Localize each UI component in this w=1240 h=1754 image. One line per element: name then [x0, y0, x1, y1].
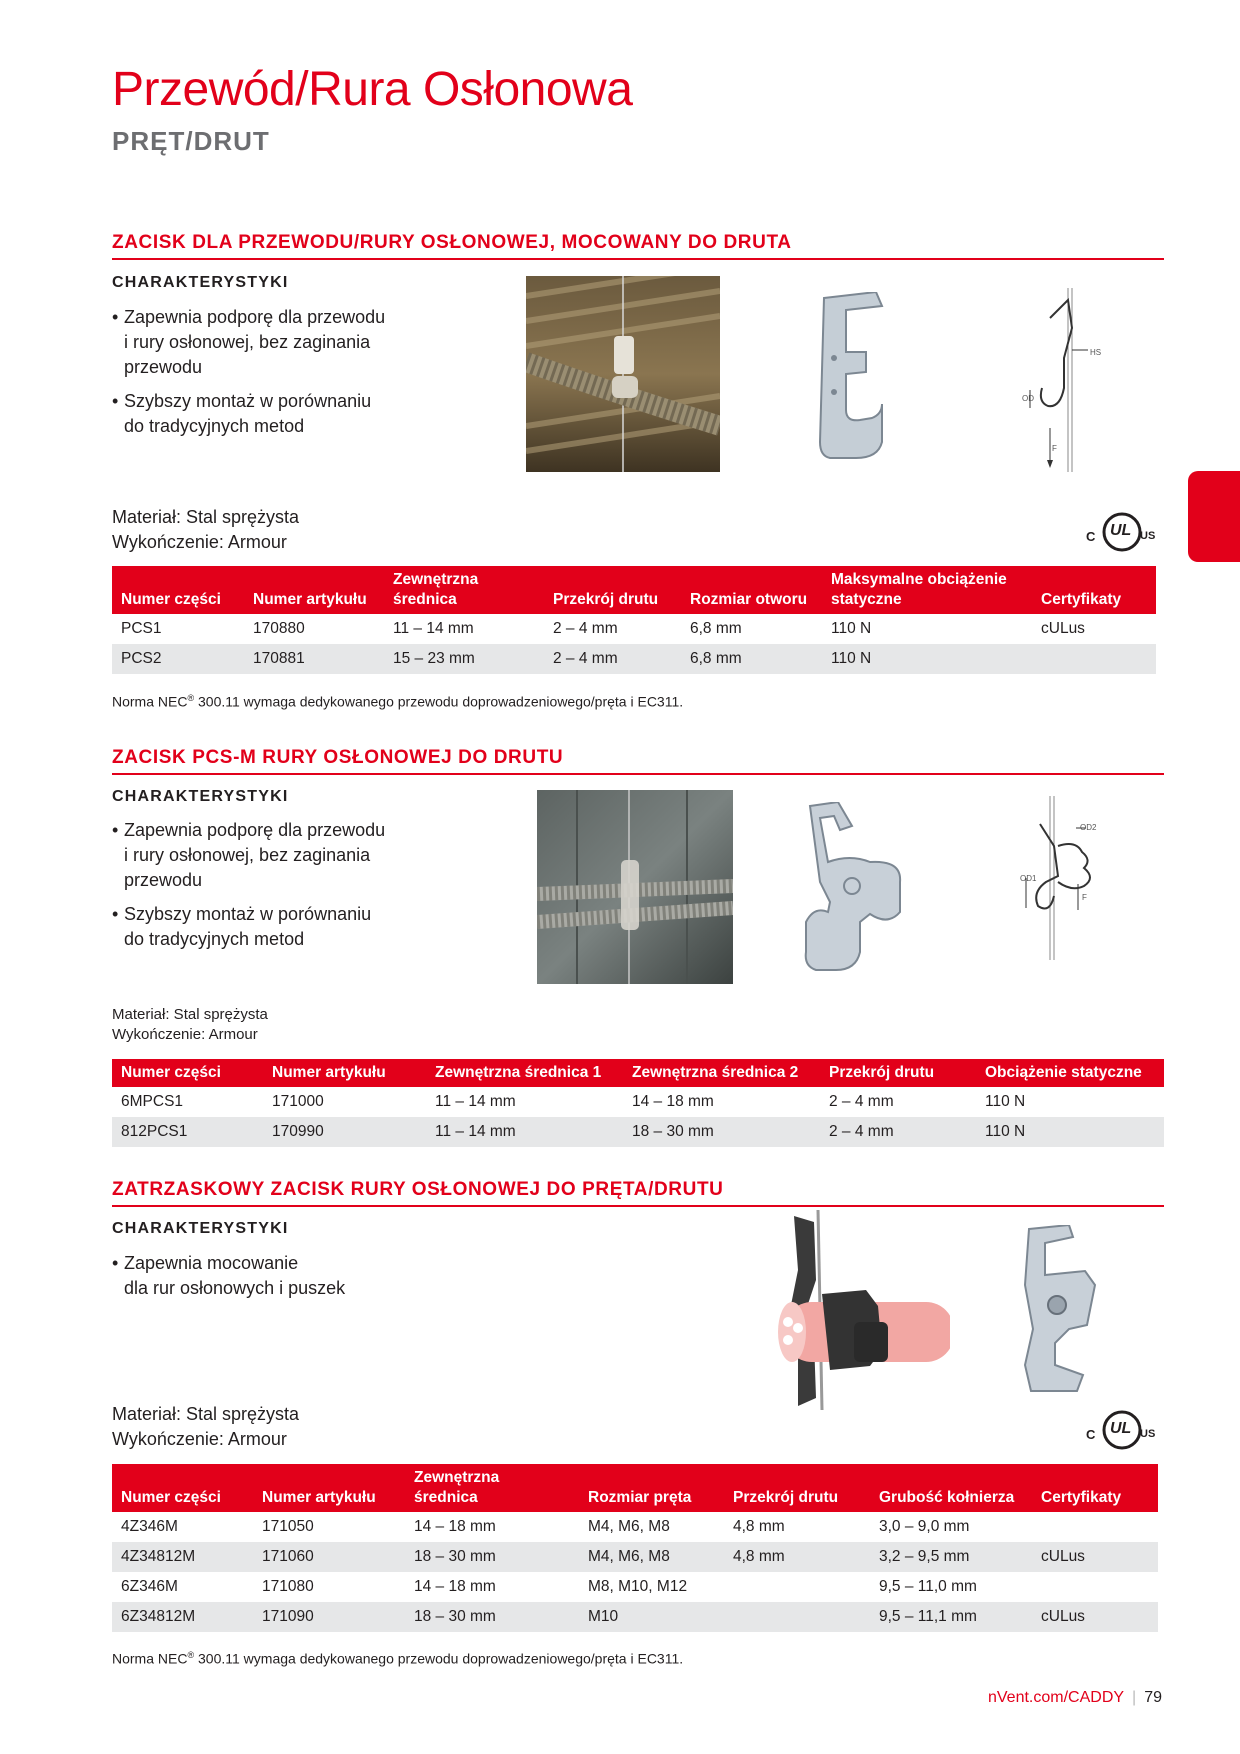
note-text: 300.11 wymaga dedykowanego przewodu doprowadzeniowego/pręta i EC311.	[194, 693, 684, 710]
feature-line: • Szybszy montaż w porównaniu	[124, 904, 372, 924]
feature-line: • Zapewnia podporę dla przewodu	[124, 820, 386, 840]
feature-line: przewodu	[124, 870, 203, 890]
column-header-line: Numer części	[121, 591, 221, 608]
column-header-line: Zewnętrzna średnica 1	[435, 1064, 602, 1081]
finish-text: Wykończenie: Armour	[112, 1026, 258, 1043]
diagram-label-od2: OD2	[1080, 823, 1097, 832]
column-header	[976, 1059, 1164, 1087]
product-render-snap-clip	[770, 1210, 950, 1410]
column-header	[544, 566, 681, 614]
column-header	[244, 566, 384, 614]
column-header-line: Numer artykułu	[253, 591, 367, 608]
feature-line: i rury osłonowej, bez zaginania	[124, 332, 371, 352]
diagram-label-od: OD	[1022, 394, 1034, 403]
feature-list-1	[112, 305, 385, 448]
column-header-line: Obciążenie statyczne	[985, 1064, 1142, 1081]
feature-item	[112, 818, 385, 893]
table-cell: 9,5 – 11,0 mm	[879, 1578, 977, 1595]
table-cell: 171000	[272, 1093, 324, 1110]
table-cell	[1032, 644, 1156, 674]
column-header	[820, 1059, 976, 1087]
table-cell: 170881	[244, 644, 384, 674]
diagram-label-f: F	[1082, 893, 1087, 902]
column-header	[253, 1464, 405, 1512]
material-info-2	[112, 1005, 268, 1045]
column-header-line: średnica	[393, 591, 457, 608]
product-photo-pcs-installed	[526, 276, 720, 472]
footer-separator: |	[1132, 1689, 1137, 1706]
table-cell	[724, 1602, 870, 1632]
column-header	[1032, 566, 1156, 614]
column-header-line: Maksymalne obciążenie	[831, 571, 1007, 588]
table-cell: 171080	[262, 1578, 314, 1595]
finish-text: Wykończenie: Armour	[112, 532, 287, 552]
table-cell: 171060	[253, 1542, 405, 1572]
feature-line: • Zapewnia podporę dla przewodu	[124, 307, 386, 327]
ul-text: UL	[1110, 1420, 1132, 1437]
ul-text: UL	[1110, 522, 1132, 539]
column-header	[822, 566, 1032, 614]
diagram-label-f: F	[1052, 444, 1057, 453]
table-cell: 171050	[262, 1518, 314, 1535]
spec-table-1	[112, 566, 1156, 674]
column-header	[1032, 1464, 1158, 1512]
page-title: Przewód/Rura Osłonowa	[112, 63, 633, 116]
table-cell: 11 – 14 mm	[435, 1093, 516, 1110]
spec-table-2	[112, 1059, 1164, 1147]
table-cell: 110 N	[822, 644, 1032, 674]
nec-note-1	[112, 693, 683, 710]
column-header-line: Rozmiar pręta	[588, 1489, 692, 1506]
table-cell: 18 – 30 mm	[405, 1602, 579, 1632]
table-row	[112, 1602, 1158, 1632]
feature-item	[112, 1251, 345, 1301]
product-photo-pcsm-installed	[537, 790, 733, 984]
product-image-pcs-clip	[816, 292, 892, 462]
table-cell: M4, M6, M8	[588, 1518, 670, 1535]
chapter-side-tab	[1188, 471, 1240, 562]
column-header	[263, 1059, 426, 1087]
table-row	[112, 1512, 1158, 1542]
feature-item	[112, 389, 385, 439]
table-cell: M8, M10, M12	[588, 1578, 688, 1595]
table-row	[112, 1117, 1164, 1147]
note-text: Norma NEC	[112, 693, 188, 710]
material-info-1	[112, 505, 299, 555]
table-cell: 11 – 14 mm	[393, 620, 474, 637]
page-number: 79	[1144, 1689, 1162, 1706]
material-text: Materiał: Stal sprężysta	[112, 1404, 300, 1424]
feature-line: dla rur osłonowych i puszek	[124, 1278, 346, 1298]
table-cell: 14 – 18 mm	[632, 1093, 714, 1110]
column-header	[724, 1464, 870, 1512]
column-header-line: Zewnętrzna	[414, 1469, 500, 1486]
table-cell: 171090	[253, 1602, 405, 1632]
column-header	[384, 566, 544, 614]
characteristics-heading-1: CHARAKTERYSTYKI	[112, 274, 289, 291]
table-cell: cULus	[1032, 1542, 1158, 1572]
dimension-diagram-pcs	[1020, 288, 1130, 472]
column-header-line: Zewnętrzna	[393, 571, 479, 588]
table-cell: 3,0 – 9,0 mm	[879, 1518, 970, 1535]
table-cell: 11 – 14 mm	[426, 1117, 623, 1147]
table-cell: 18 – 30 mm	[623, 1117, 820, 1147]
table-cell	[1032, 1572, 1158, 1602]
table-cell: 2 – 4 mm	[829, 1093, 894, 1110]
feature-line: i rury osłonowej, bez zaginania	[124, 845, 371, 865]
column-header	[870, 1464, 1032, 1512]
column-header	[579, 1464, 724, 1512]
nec-note-3	[112, 1650, 683, 1667]
table-cell: 15 – 23 mm	[384, 644, 544, 674]
feature-item	[112, 902, 385, 952]
table-row	[112, 644, 1156, 674]
characteristics-heading-3: CHARAKTERYSTYKI	[112, 1220, 289, 1237]
product-image-pcsm-clip	[790, 802, 910, 974]
table-cell: 18 – 30 mm	[405, 1542, 579, 1572]
table-cell: cULus	[1041, 620, 1085, 637]
table-cell: 2 – 4 mm	[553, 620, 618, 637]
table-cell: M10	[579, 1602, 724, 1632]
ul-c-text: C	[1086, 1427, 1096, 1442]
table-cell: 4Z346M	[121, 1518, 178, 1535]
column-header-line: Grubość kołnierza	[879, 1489, 1015, 1506]
table-header-row	[112, 1059, 1164, 1087]
table-cell: 6MPCS1	[121, 1093, 184, 1110]
column-header-line: Przekrój drutu	[829, 1064, 935, 1081]
spec-table-3	[112, 1464, 1158, 1632]
table-cell: 4,8 mm	[733, 1518, 785, 1535]
column-header	[405, 1464, 579, 1512]
material-info-3	[112, 1402, 299, 1452]
cul-us-certification-mark	[1086, 510, 1158, 554]
table-row	[112, 1087, 1164, 1117]
material-text: Materiał: Stal sprężysta	[112, 507, 300, 527]
column-header	[426, 1059, 623, 1087]
table-cell: 4,8 mm	[724, 1542, 870, 1572]
table-cell: 4Z34812M	[112, 1542, 253, 1572]
column-header-line: Numer części	[121, 1064, 221, 1081]
table-cell: 14 – 18 mm	[414, 1518, 496, 1535]
column-header-line: Numer artykułu	[272, 1064, 386, 1081]
ul-us-text: US	[1140, 1428, 1156, 1440]
registered-mark: ®	[187, 1650, 195, 1660]
table-cell: M4, M6, M8	[579, 1542, 724, 1572]
column-header	[623, 1059, 820, 1087]
table-cell: cULus	[1032, 1602, 1158, 1632]
column-header-line: Rozmiar otworu	[690, 591, 808, 608]
table-cell: 170880	[253, 620, 305, 637]
product-image-snap-clip	[1015, 1225, 1105, 1395]
feature-list-2	[112, 818, 385, 961]
table-row	[112, 1572, 1158, 1602]
feature-line: przewodu	[124, 357, 203, 377]
feature-item	[112, 305, 385, 380]
diagram-label-od1: OD1	[1020, 874, 1037, 883]
table-cell: 110 N	[985, 1093, 1026, 1110]
table-cell: 3,2 – 9,5 mm	[870, 1542, 1032, 1572]
table-cell: 812PCS1	[112, 1117, 263, 1147]
column-header-line: Numer części	[121, 1489, 221, 1506]
note-text: 300.11 wymaga dedykowanego przewodu doprowadzeniowego/pręta i EC311.	[194, 1650, 684, 1667]
table-cell: 6,8 mm	[681, 644, 822, 674]
table-cell: 110 N	[976, 1117, 1164, 1147]
column-header-line: Certyfikaty	[1041, 1489, 1122, 1506]
diagram-label-hs: HS	[1090, 348, 1102, 357]
column-header-line: Przekrój drutu	[733, 1489, 839, 1506]
ul-us-text: US	[1140, 530, 1156, 542]
table-row	[112, 614, 1156, 644]
feature-line: do tradycyjnych metod	[124, 416, 305, 436]
column-header	[112, 1464, 253, 1512]
table-cell: 170990	[263, 1117, 426, 1147]
feature-line: do tradycyjnych metod	[124, 929, 305, 949]
material-text: Materiał: Stal sprężysta	[112, 1006, 268, 1023]
column-header-line: statyczne	[831, 591, 902, 608]
column-header-line: Przekrój drutu	[553, 591, 659, 608]
note-text: Norma NEC	[112, 1650, 188, 1667]
table-cell: 2 – 4 mm	[544, 644, 681, 674]
table-cell: PCS1	[121, 620, 162, 637]
column-header-line: Numer artykułu	[262, 1489, 376, 1506]
feature-line: • Szybszy montaż w porównaniu	[124, 391, 372, 411]
table-cell: 2 – 4 mm	[820, 1117, 976, 1147]
table-cell	[1032, 1512, 1158, 1542]
column-header-line: Certyfikaty	[1041, 591, 1122, 608]
column-header	[681, 566, 822, 614]
table-cell: 110 N	[831, 620, 872, 637]
table-row	[112, 1542, 1158, 1572]
registered-mark: ®	[187, 693, 195, 703]
footer-link[interactable]: nVent.com/CADDY	[987, 1689, 1125, 1706]
finish-text: Wykończenie: Armour	[112, 1429, 287, 1449]
section-heading-1: ZACISK DLA PRZEWODU/RURY OSŁONOWEJ, MOCOWANY DO DRUTA	[112, 232, 1164, 260]
characteristics-heading-2: CHARAKTERYSTYKI	[112, 788, 289, 805]
page-footer	[988, 1689, 1162, 1707]
ul-c-text: C	[1086, 529, 1096, 544]
page-subtitle: PRĘT/DRUT	[112, 126, 270, 156]
table-cell: 6Z34812M	[112, 1602, 253, 1632]
table-header-row	[112, 1464, 1158, 1512]
table-cell: PCS2	[112, 644, 244, 674]
section-heading-2: ZACISK PCS-M RURY OSŁONOWEJ DO DRUTU	[112, 747, 1164, 775]
table-cell: 9,5 – 11,1 mm	[870, 1602, 1032, 1632]
table-header-row	[112, 566, 1156, 614]
table-cell: 14 – 18 mm	[414, 1578, 496, 1595]
table-cell: 6Z346M	[121, 1578, 178, 1595]
table-cell	[724, 1572, 870, 1602]
column-header	[112, 1059, 263, 1087]
cul-us-certification-mark	[1086, 1408, 1158, 1452]
section-heading-3: ZATRZASKOWY ZACISK RURY OSŁONOWEJ DO PRĘTA/DRUTU	[112, 1179, 1164, 1207]
feature-list-3	[112, 1251, 345, 1310]
feature-line: • Zapewnia mocowanie	[124, 1253, 299, 1273]
table-cell: 6,8 mm	[690, 620, 742, 637]
column-header	[112, 566, 244, 614]
column-header-line: średnica	[414, 1489, 478, 1506]
column-header-line: Zewnętrzna średnica 2	[632, 1064, 799, 1081]
